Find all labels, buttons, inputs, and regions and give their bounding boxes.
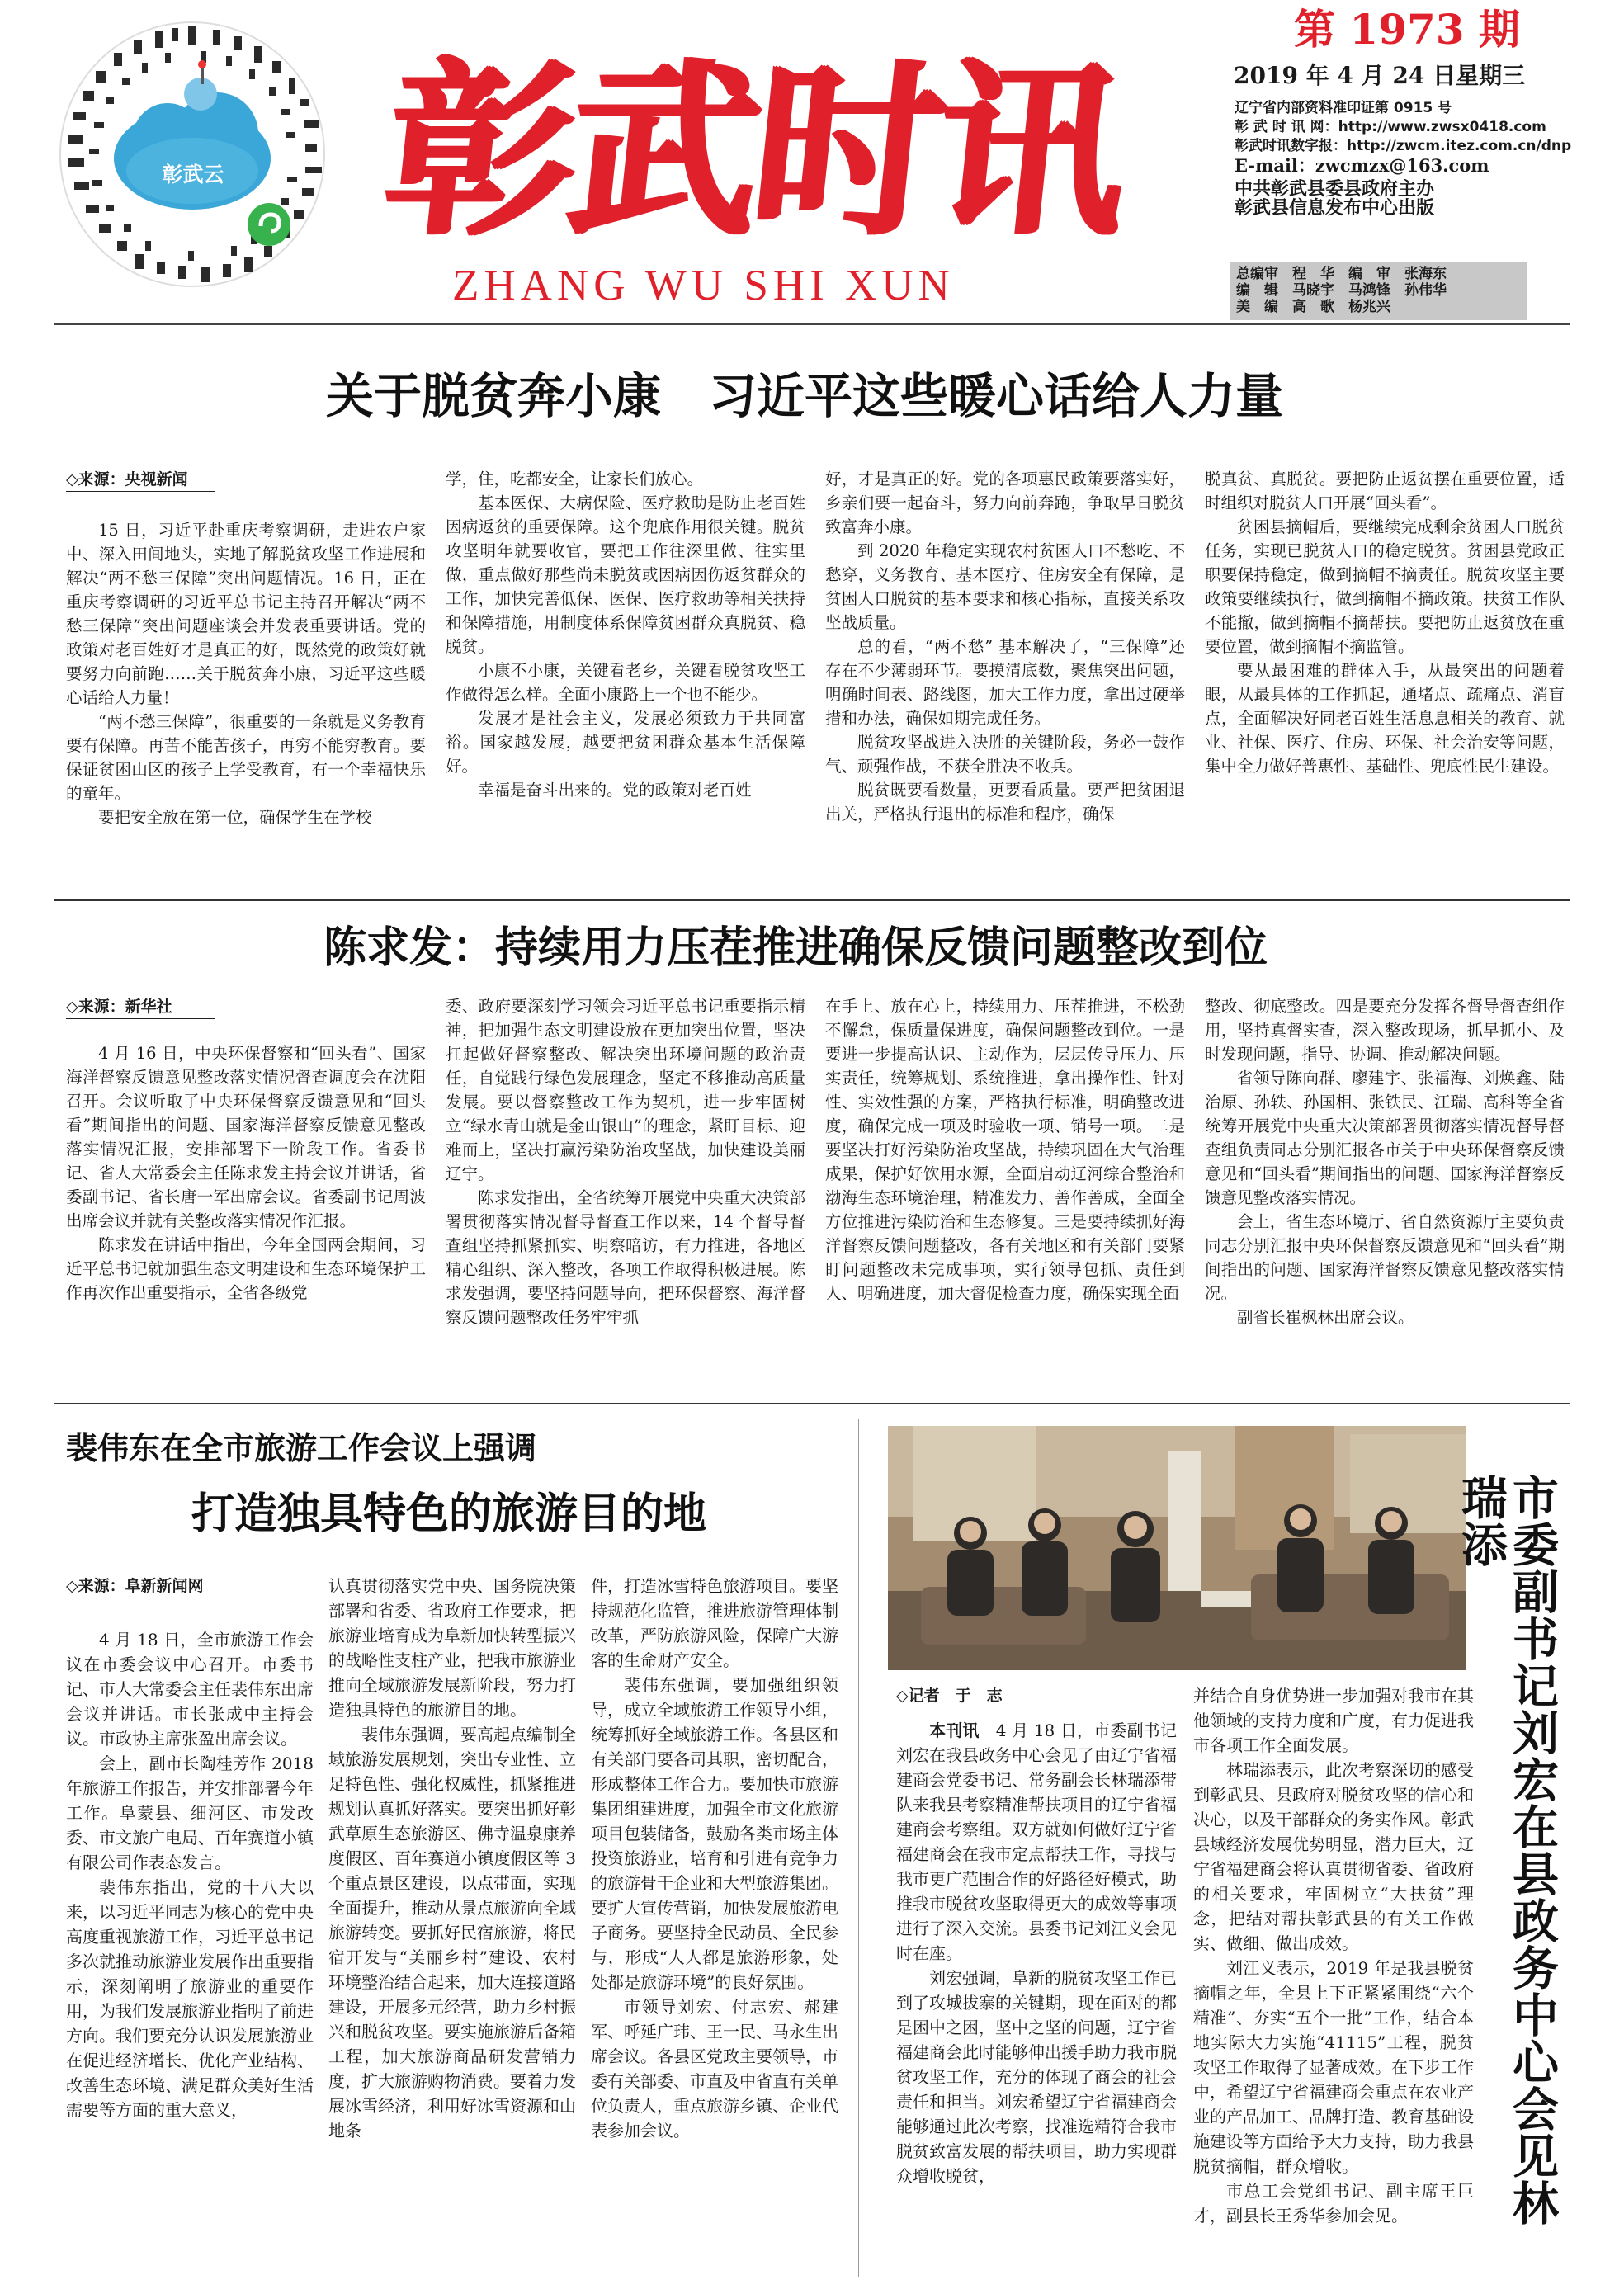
paragraph: 4 月 18 日，全市旅游工作会议在市委会议中心召开。市委书记、市人大常委会主任裴伟东出席会议并讲话。市长张成中主持会议。市政协主席张盈出席会议。: [66, 1630, 314, 1749]
paragraph: 市领导刘宏、付志宏、郝建军、呼延广玮、王一民、马永生出席会议。各县区党政主要领导，市委有关部委、市直及中省直有关单位负责人，重点旅游乡镇、企业代表参加会议。: [591, 1997, 838, 2141]
paragraph: 会上，副市长陶桂芳作 2018 年旅游工作报告，并安排部署今年工作。阜蒙县、细河区、市发改委、市文旅广电局、百年赛道小镇有限公司作表态发言。: [66, 1754, 314, 1872]
paragraph: 发展才是社会主义，发展必须致力于共同富裕。国家越发展，越要把贫困群众基本生活保障好。: [446, 709, 805, 776]
staff-box: [1230, 262, 1527, 320]
article3-source: ◇来源：阜新新闻网: [66, 1574, 215, 1598]
paragraph: 15 日，习近平赴重庆考察调研，走进农户家中、深入田间地头，实地了解脱贫攻坚工作进展和解决“两不愁三保障”突出问题情况。16 日，正在重庆考察调研的习近平总书记主持召开解决“两不愁三保障”突出问题座谈会并发表重要讲话。党的政策对老百姓好才是真正的好，既然党的政策好就要努力向前跑……关于脱贫奔小康，习近平这些暖心话给人力量！: [66, 521, 426, 707]
vertical-headline-text: 市委副书记刘宏在县政务中心会见林瑞添: [1454, 1474, 1560, 2226]
article1-column-1: [66, 518, 426, 879]
paragraph: 幸福是奋斗出来的。党的政策对老百姓: [478, 781, 752, 800]
newspaper-title: 彰武时讯: [375, 40, 1133, 262]
issue-date: 2019 年 4 月 24 日星期三: [1234, 62, 1526, 89]
meeting-photo-image: [888, 1426, 1466, 1670]
paragraph: 裴伟东强调，要加强组织领导，成立全域旅游工作领导小组，统筹抓好全域旅游工作。各县区和有关部门要各司其职，密切配合，形成整体工作合力。要加快市旅游集团组建进度，加强全市文化旅游项目包装储备，鼓励各类市场主体投资旅游业，培育和引进有竞争力的旅游骨干企业和大型旅游集团。要扩大宣传营销，加快发展旅游电子商务。要坚持全民动员、全民参与，形成“人人都是旅游形象，处处都是旅游环境”的良好氛围。: [591, 1675, 838, 1992]
website-link[interactable]: 彰 武 时 讯 网：http://www.zwsx0418.com: [1235, 119, 1546, 135]
issue-number: 第 1973 期: [1294, 5, 1520, 54]
newspaper-title-pinyin: ZHANG WU SHI XUN: [452, 262, 955, 309]
column-divider: [858, 1419, 859, 2277]
paragraph: 副省长崔枫林出席会议。: [1237, 1308, 1414, 1327]
article3-column-2: [328, 1574, 576, 2273]
logo-badge: 彰武云: [162, 163, 224, 186]
paragraph: 到 2020 年稳定实现农村贫困人口不愁吃、不愁穿，义务教育、基本医疗、住房安全有保障，是贫困人口脱贫的基本要求和核心指标，直接关系攻坚战质量。: [825, 541, 1185, 632]
masthead: [0, 0, 1624, 322]
meeting-photo[interactable]: [888, 1426, 1466, 1670]
paragraph: 会上，省生态环境厅、省自然资源厅主要负责同志分别汇报中央环保督察反馈意见和“回头看”期间指出的问题、国家海洋督察反馈意见整改落实情况。: [1205, 1212, 1565, 1303]
article2-source: ◇来源：新华社: [66, 994, 215, 1019]
mini-program-qr-code[interactable]: [56, 18, 328, 290]
article4-column-2: [1193, 1683, 1474, 2274]
article1-column-4: [1205, 467, 1565, 880]
paragraph: 并结合自身优势进一步加强对我市在其他领域的支持力度和广度，有力促进我市各项工作全面发展。: [1193, 1686, 1474, 1755]
paragraph: 4 月 16 日，中央环保督察和“回头看”、国家海洋督察反馈意见整改落实情况督查调度会在沈阳召开。会议听取了中央环保督察反馈意见和“回头看”期间指出的问题、国家海洋督察反馈意见整改落实情况汇报，安排部署下一阶段工作。省委书记、省人大常委会主任陈求发主持会议并讲话，省委副书记、省长唐一军出席会议。省委副书记周波出席会议并就有关整改落实情况作汇报。: [66, 1044, 426, 1230]
permit-number: 辽宁省内部资料准印证第 0915 号: [1235, 100, 1452, 116]
paragraph: 基本医保、大病保险、医疗救助是防止老百姓因病返贫的重要保障。这个兜底作用很关键。脱贫攻坚明年就要收官，要把工作往深里做、往实里做，重点做好那些尚未脱贫或因病因伤返贫群众的工作，加快完善低保、医保、医疗救助等相关扶持和保障措施，用制度体系保障贫困群众真脱贫、稳脱贫。: [446, 493, 805, 656]
paragraph: 总的看，“两不愁” 基本解决了，“三保障”还存在不少薄弱环节。要摸清底数，聚焦突出问题，明确时间表、路线图，加大工作力度，拿出过硬举措和办法，确保如期完成任务。: [825, 637, 1185, 728]
article3-headline[interactable]: 打造独具特色的旅游目的地: [191, 1489, 707, 1539]
paragraph: 裴伟东强调，要高起点编制全域旅游发展规划，突出专业性、立足特色性、强化权威性，抓紧推进规划认真抓好落实。要突出抓好彰武草原生态旅游区、佛寺温泉康养度假区、百年赛道小镇度假区等 3 个重点景区建设，以点带面，实现全面提升，推动从景点旅游向全域旅游转变。要抓好民宿旅游，将民宿开发与“美丽乡村”建设、农村环境整治结合起来，加大连接道路建设，开展多元经营，助力乡村振兴和脱贫攻坚。要实施旅游后备箱工程，加大旅游商品研发营销力度，扩大旅游购物消费。要着力发展冰雪经济，利用好冰雪资源和山地条: [328, 1725, 576, 2141]
paragraph: 裴伟东指出，党的十八大以来，以习近平同志为核心的党中央高度重视旅游工作，习近平总书记多次就推动旅游业发展作出重要指示，深刻阐明了旅游业的重要作用，为我们发展旅游业指明了前进方向。我们要充分认识发展旅游业在促进经济增长、优化产业结构、改善生态环境、满足群众美好生活需要等方面的重大意义，: [66, 1877, 314, 2120]
paragraph: 要把安全放在第一位，确保学生在学校: [98, 808, 372, 827]
paragraph: 认真贯彻落实党中央、国务院决策部署和省委、省政府工作要求，把旅游业培育成为阜新加快转型振兴的战略性支柱产业，把我市旅游业推向全域旅游发展新阶段，努力打造独具特色的旅游目的地。: [328, 1576, 576, 1720]
publication-info: [1235, 99, 1606, 218]
paragraph: 陈求发在讲话中指出，今年全国两会期间，习近平总书记就加强生态文明建设和生态环境保护工作再次作出重要指示，全省各级党: [66, 1235, 426, 1302]
article3-kicker: 裴伟东在全市旅游工作会议上强调: [66, 1429, 537, 1466]
article2-column-4: [1205, 994, 1565, 1379]
article4-column-1: [896, 1718, 1177, 2274]
paragraph: 小康不小康，关键看老乡，关键看脱贫攻坚工作做得怎么样。全面小康路上一个也不能少。: [446, 661, 805, 704]
article4-vertical-headline[interactable]: [1454, 1474, 1560, 2249]
paragraph: “两不愁三保障”，很重要的一条就是义务教育要有保障。再苦不能苦孩子，再穷不能穷教育。要保证贫困山区的孩子上学受教育，有一个幸福快乐的童年。: [66, 712, 426, 803]
article4-source: ◇记者 于 志: [896, 1687, 1003, 1705]
digital-edition-link[interactable]: 彰武时讯数字报：http://zwcm.itez.com.cn/dnp: [1235, 138, 1572, 154]
paragraph: 在手上、放在心上，持续用力、压茬推进，不松劲不懈怠，保质量保进度，确保问题整改到位。一是要进一步提高认识、主动作为，层层传导压力、压实责任，统筹规划、系统推进，拿出操作性、针对性、实效性强的方案，严格执行标准，明确整改进度，确保完成一项及时验收一项、销号一项。二是要坚决打好污染防治攻坚战，持续巩固在大气治理成果，保护好饮用水源，全面启动辽河综合整治和渤海生态环境治理，精准发力、善作善成，全面全方位推进污染防治和生态修复。三是要持续抓好海洋督察反馈问题整改，各有关地区和有关部门要紧盯问题整改未完成事项，实行领导包抓、责任到人、明确进度，加大督促检查力度，确保实现全面: [825, 997, 1185, 1303]
article2-column-3: [825, 994, 1185, 1379]
paragraph: 要从最困难的群体入手，从最突出的问题着眼，从最具体的工作抓起，通堵点、疏痛点、消盲点，全面解决好同老百姓生活息息相关的教育、就业、社保、医疗、住房、环保、社会治安等问题，集中全力做好普惠性、基础性、兜底性民生建设。: [1205, 661, 1565, 776]
staff-line: 总编审 程 华 编 审 张海东: [1236, 266, 1447, 282]
paragraph: 刘宏强调，阜新的脱贫攻坚工作已到了攻城拔寨的关键期，现在面对的都是困中之困，坚中之坚的问题，辽宁省福建商会此时能够伸出援手助力我市脱贫攻坚工作，充分的体现了商会的社会责任和担当。刘宏希望辽宁省福建商会能够通过此次考察，找准选精符合我市脱贫致富发展的帮扶项目，助力实现群众增收脱贫，: [896, 1968, 1177, 2186]
paragraph: 好，才是真正的好。党的各项惠民政策要落实好，乡亲们要一起奋斗，努力向前奔跑，争取早日脱贫致富奔小康。: [825, 470, 1185, 536]
article1-column-3: [825, 467, 1185, 880]
article3-column-3: [591, 1574, 838, 2273]
email-link[interactable]: E-mail：zwcmzx@163.com: [1235, 155, 1489, 176]
article2-headline[interactable]: 陈求发：持续用力压茬推进确保反馈问题整改到位: [323, 923, 1268, 973]
staff-line: 编 辑 马晓宇 马鸿锋 孙伟华: [1236, 282, 1447, 299]
paragraph: 脱贫既要看数量，更要看质量。要严把贫困退出关，严格执行退出的标准和程序，确保: [825, 781, 1185, 824]
paragraph: 市总工会党组书记、副主席王巨才，副县长王秀华参加会见。: [1193, 2181, 1474, 2226]
paragraph: 林瑞添表示，此次考察深切的感受到彰武县、县政府对脱贫攻坚的信心和决心，以及干部群众的务实作风。彰武县域经济发展优势明显，潜力巨大，辽宁省福建商会将认真贯彻省委、省政府的相关要求，牢固树立“大扶贫”理念，把结对帮扶彰武县的有关工作做实、做细、做出成效。: [1193, 1760, 1474, 1953]
staff-line: 美 编 高 歌 杨兆兴: [1236, 299, 1390, 315]
paragraph: 脱贫攻坚战进入决胜的关键阶段，务必一鼓作气、顽强作战，不获全胜决不收兵。: [825, 733, 1185, 776]
paragraph: 件，打造冰雪特色旅游项目。要坚持规范化监管，推进旅游管理体制改革，严防旅游风险，保障广大游客的生命财产安全。: [591, 1576, 838, 1670]
section-divider: [54, 1403, 1570, 1404]
article3-column-1: [66, 1627, 314, 2273]
paragraph: 本刊讯 4 月 18 日，市委副书记刘宏在我县政务中心会见了由辽宁省福建商会党委书记、常务副会长林瑞添带队来我县考察精准帮扶项目的辽宁省福建商会考察组。双方就如何做好辽宁省福建商会在我市定点帮扶工作，寻找与我市更广范围合作的好路径好模式，助推我市脱贫攻坚取得更大的成效等事项进行了深入交流。县委书记刘江义会见时在座。: [896, 1720, 1178, 1963]
paragraph: 整改、彻底整改。四是要充分发挥各督导督查组作用，坚持真督实查，深入整改现场，抓早抓小、及时发现问题，指导、协调、推动解决问题。: [1205, 997, 1565, 1064]
paragraph: 委、政府要深刻学习领会习近平总书记重要指示精神，把加强生态文明建设放在更加突出位置，坚决扛起做好督察整改、解决突出环境问题的政治责任，自觉践行绿色发展理念，坚定不移推动高质量发展。要以督察整改工作为契机，进一步牢固树立“绿水青山就是金山银山”的理念，紧盯目标、迎难而上，坚决打赢污染防治攻坚战，加快建设美丽辽宁。: [446, 997, 805, 1183]
section-divider: [54, 899, 1570, 901]
paragraph: 贫困县摘帽后，要继续完成剩余贫困人口脱贫任务，实现已脱贫人口的稳定脱贫。贫困县党政正职要保持稳定，做到摘帽不摘责任。脱贫攻坚主要政策要继续执行，做到摘帽不摘政策。扶贫工作队不能撤，做到摘帽不摘帮扶。要把防止返贫放在重要位置，做到摘帽不摘监管。: [1205, 517, 1565, 656]
article2-column-2: [446, 994, 805, 1379]
paragraph: 陈求发指出，全省统筹开展党中央重大决策部署贯彻落实情况督导督查工作以来，14 个督导督查组坚持抓紧抓实、明察暗访，有力推进，各地区精心组织、深入整改，各项工作取得积极进展。陈求发强调，要坚持问题导向，把环保督察、海洋督察反馈问题整改任务牢牢抓: [446, 1188, 805, 1327]
paragraph: 刘江义表示，2019 年是我县脱贫摘帽之年，全县上下正紧紧围绕“六个精准”、夯实“五个一批”工作，结合本地实际大力实施“41115”工程，脱贫攻坚工作取得了显著成效。在下步工作中，希望辽宁省福建商会重点在农业产业的产品加工、品牌打造、教育基础设施建设等方面给予大力支持，助力我县脱贫摘帽，群众增收。: [1193, 1958, 1474, 2176]
publisher-line: 彰武县信息发布中心出版: [1235, 198, 1435, 219]
qr-pattern-icon: [56, 18, 328, 290]
paragraph: 学，住，吃都安全，让家长们放心。: [446, 470, 704, 489]
sponsor-line: 中共彰武县委县政府主办: [1235, 179, 1435, 200]
article1-headline[interactable]: 关于脱贫奔小康 习近平这些暖心话给人力量: [326, 368, 1284, 424]
article1-source: ◇来源：央视新闻: [66, 467, 215, 492]
paragraph: 省领导陈向群、廖建宇、张福海、刘焕鑫、陆治原、孙轶、孙国相、张铁民、江瑞、高科等全省统筹开展党中央重大决策部署贯彻落实情况督导督查组负责同志分别汇报各市关于中央环保督察反馈意见和“回头看”期间指出的问题、国家海洋督察反馈意见整改落实情况。: [1205, 1069, 1565, 1207]
article2-column-1: [66, 1041, 426, 1378]
paragraph: 脱真贫、真脱贫。要把防止返贫摆在重要位置，适时组织对脱贫人口开展“回头看”。: [1205, 470, 1565, 512]
article1-column-2: [446, 467, 805, 880]
masthead-divider: [54, 323, 1570, 325]
